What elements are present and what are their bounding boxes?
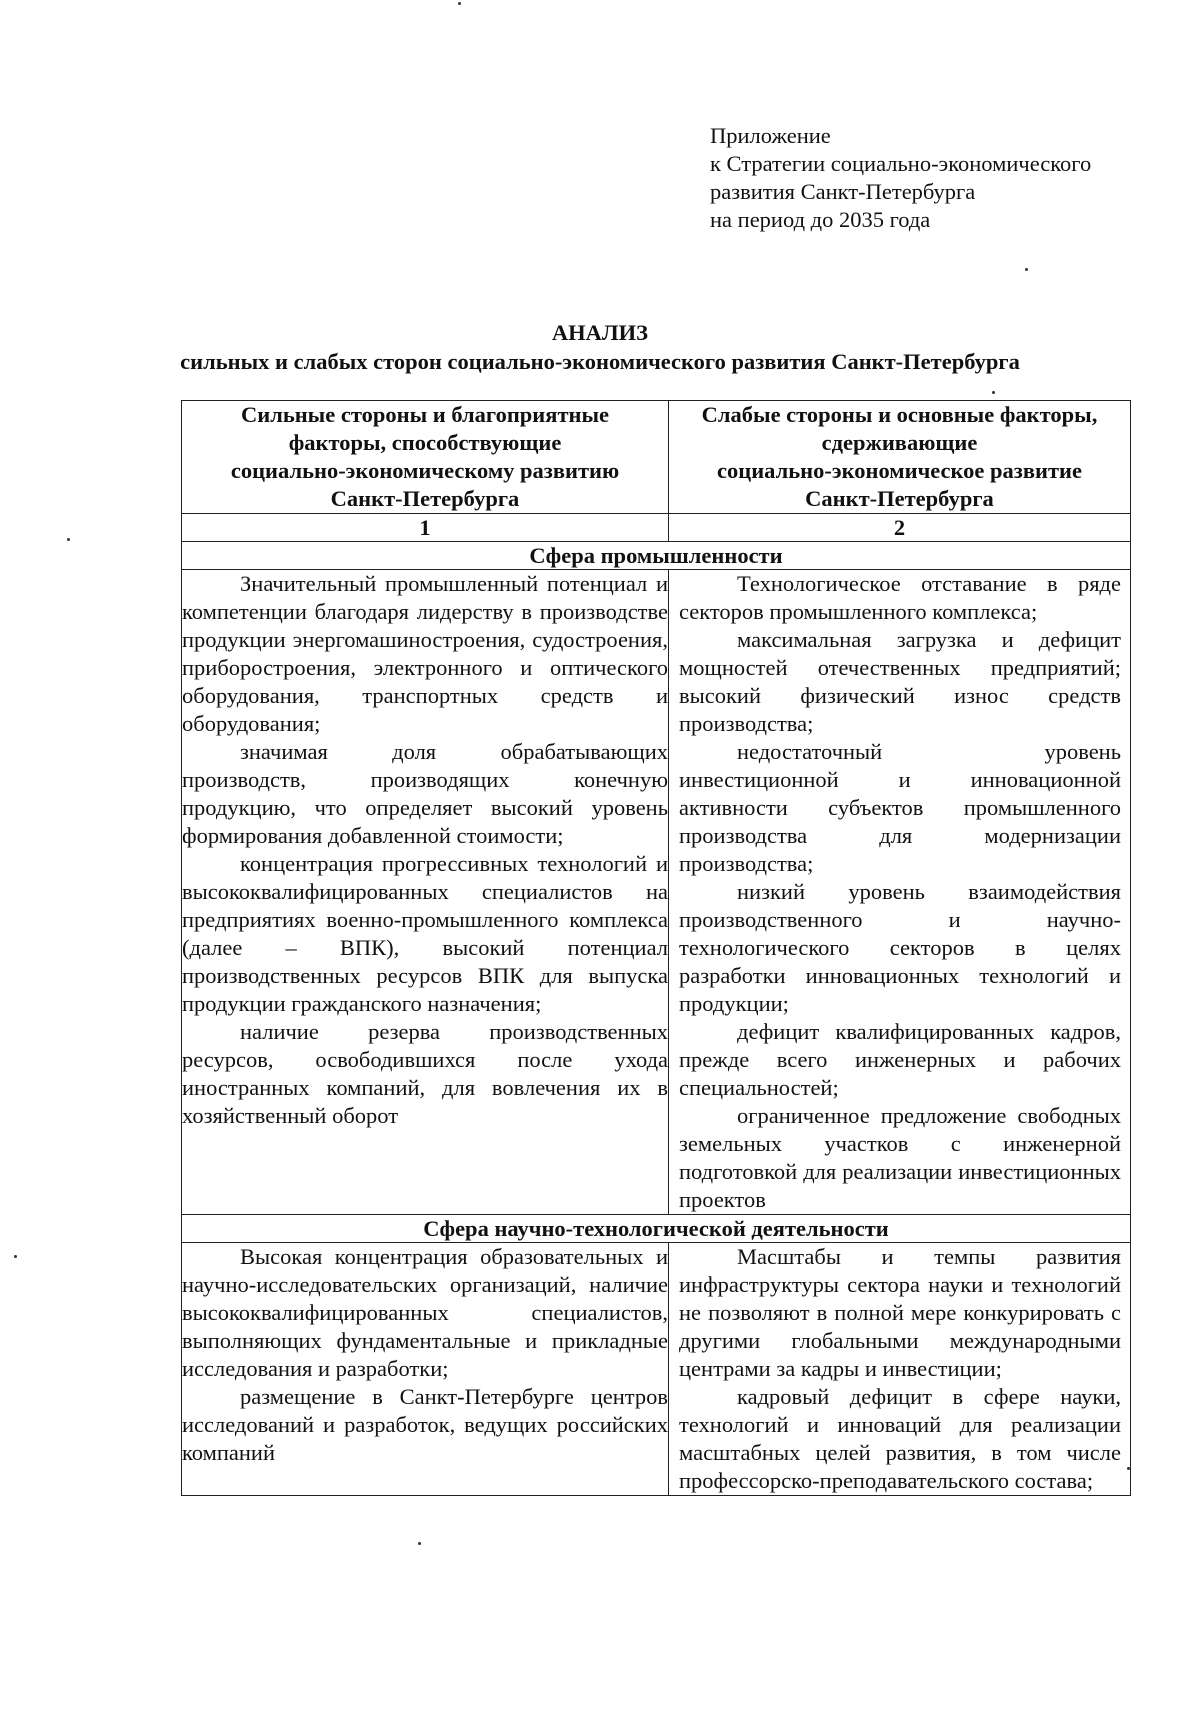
section-row-science: [182, 1215, 1131, 1243]
strength-paragraph: наличие резерва производственных ресурсов, освободившихся после ухода иностранных компаний, для вовлечения их в хозяйственный оборот: [182, 1019, 668, 1128]
science-weaknesses-cell: [669, 1243, 1131, 1496]
weakness-paragraph: кадровый дефицит в сфере науки, технологий и инноваций для реализации масштабных целей развития, в том числе профессорско-преподавательского состава;: [679, 1384, 1121, 1493]
weakness-paragraph: ограниченное предложение свободных земельных участков с инженерной подготовкой для реализации инвестиционных проектов: [679, 1103, 1121, 1212]
appendix-line-4: на период до 2035 года: [710, 207, 931, 232]
header-right-line: Санкт-Петербурга: [805, 486, 994, 511]
section-title-science: Сфера научно-технологической деятельности: [182, 1215, 1131, 1243]
header-weaknesses: [669, 401, 1131, 514]
weakness-paragraph: дефицит квалифицированных кадров, прежде всего инженерных и рабочих специальностей;: [679, 1019, 1121, 1100]
column-number-1: 1: [182, 514, 669, 542]
strength-paragraph: Высокая концентрация образовательных и научно-исследовательских организаций, наличие высококвалифицированных специалистов, выполняющих фундаментальные и прикладные исследования и разработки;: [182, 1244, 668, 1381]
scan-speck: [1025, 268, 1028, 271]
scan-speck: [418, 1542, 421, 1545]
section-title-industry: Сфера промышленности: [182, 542, 1131, 570]
header-left-line: социально-экономическому развитию: [230, 458, 620, 483]
header-right-line: Слабые стороны и основные факторы,: [701, 402, 1098, 427]
column-number-row: [182, 514, 1131, 542]
analysis-table: [181, 400, 1131, 1496]
strength-paragraph: размещение в Санкт-Петербурге центров исследований и разработок, ведущих российских компаний: [182, 1384, 668, 1465]
weakness-paragraph: Масштабы и темпы развития инфраструктуры сектора науки и технологий не позволяют в полной мере конкурировать с другими глобальными международными центрами за кадры и инвестиции;: [679, 1244, 1121, 1381]
appendix-line-3: развития Санкт-Петербурга: [710, 179, 976, 204]
header-left-line: Сильные стороны и благоприятные: [240, 402, 610, 427]
header-strengths: [182, 401, 669, 514]
scan-speck: [67, 538, 70, 541]
section-row-industry: [182, 542, 1131, 570]
scan-speck: [992, 391, 995, 394]
strength-paragraph: значимая доля обрабатывающих производств, производящих конечную продукцию, что определяет высокий уровень формирования добавленной стоимости;: [182, 739, 668, 848]
science-strengths-cell: [182, 1243, 669, 1496]
appendix-line-2: к Стратегии социально-экономического: [710, 151, 1092, 176]
title-subtitle: сильных и слабых сторон социально-экономического развития Санкт-Петербурга: [180, 349, 1020, 374]
header-right-line: сдерживающие: [821, 430, 978, 455]
industry-strengths-cell: [182, 570, 669, 1215]
title-main: АНАЛИЗ: [551, 320, 649, 345]
weakness-paragraph: недостаточный уровень инвестиционной и инновационной активности субъектов промышленного производства для модернизации производства;: [679, 739, 1121, 876]
header-right-line: социально-экономическое развитие: [717, 458, 1082, 483]
appendix-note: [710, 122, 1091, 234]
document-title: [0, 318, 1200, 376]
column-number-2: 2: [669, 514, 1131, 542]
scan-speck: [1127, 1467, 1130, 1470]
header-row: [182, 401, 1131, 514]
strength-paragraph: Значительный промышленный потенциал и компетенции благодаря лидерству в производстве продукции энергомашиностроения, судостроения, приборостроения, электронного и оптического оборудования, транспортных средств и оборудования;: [182, 571, 668, 736]
weakness-paragraph: максимальная загрузка и дефицит мощностей отечественных предприятий; высокий физический износ средств производства;: [679, 627, 1121, 736]
section-body-science: [182, 1243, 1131, 1496]
section-body-industry: [182, 570, 1131, 1215]
header-left-line: факторы, способствующие: [288, 430, 562, 455]
appendix-line-1: Приложение: [710, 123, 831, 148]
scan-speck: [14, 1255, 17, 1258]
scan-speck: [458, 2, 461, 5]
weakness-paragraph: низкий уровень взаимодействия производственного и научно-технологического секторов в целях разработки инновационных технологий и продукции;: [679, 879, 1121, 1016]
strength-paragraph: концентрация прогрессивных технологий и высококвалифицированных специалистов на предприятиях военно-промышленного комплекса (далее – ВПК), высокий потенциал производственных ресурсов ВПК для выпуска продукции гражданского назначения;: [182, 851, 668, 1016]
industry-weaknesses-cell: [669, 570, 1131, 1215]
weakness-paragraph: Технологическое отставание в ряде секторов промышленного комплекса;: [679, 571, 1121, 624]
header-left-line: Санкт-Петербурга: [330, 486, 520, 511]
